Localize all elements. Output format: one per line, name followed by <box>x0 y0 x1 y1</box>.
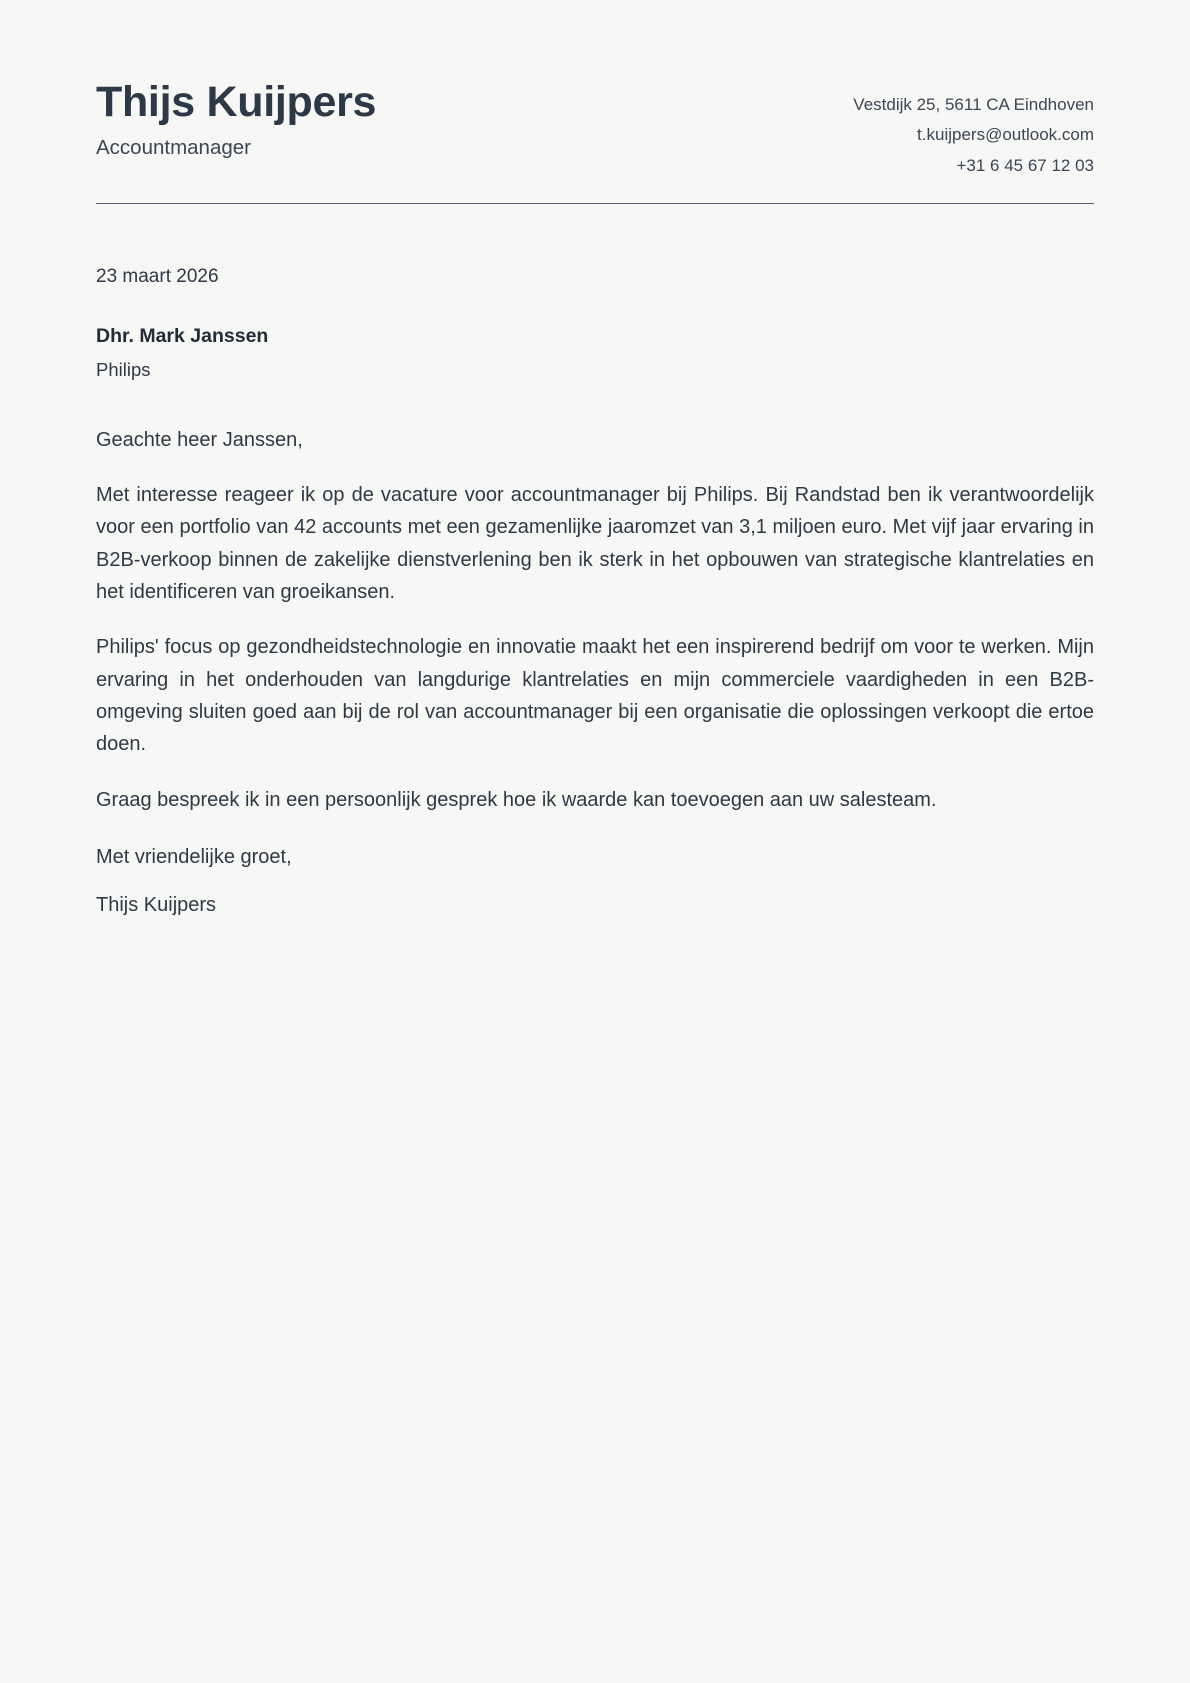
signature-name: Thijs Kuijpers <box>96 894 217 917</box>
letter-header <box>96 78 1094 204</box>
contact-phone[interactable]: +31 6 45 67 12 03 <box>956 155 1094 175</box>
body-paragraph-3: Graag bespreek ik in een persoonlijk gesprek hoe ik waarde kan toevoegen aan uw salesteam. <box>96 788 937 811</box>
contact-details <box>853 78 1094 181</box>
applicant-job-title: Accountmanager <box>96 136 251 160</box>
salutation: Geachte heer Janssen, <box>96 428 303 451</box>
recipient-name: Dhr. Mark Janssen <box>96 324 269 347</box>
letter-date: 23 maart 2026 <box>96 265 219 287</box>
applicant-name: Thijs Kuijpers <box>96 78 377 126</box>
letter-body <box>96 204 1094 918</box>
contact-address: Vestdijk 25, 5611 CA Eindhoven <box>853 95 1094 114</box>
recipient-block <box>96 325 1094 381</box>
contact-email[interactable]: t.kuijpers@outlook.com <box>917 125 1094 145</box>
body-paragraph-1: Met interesse reageer ik op de vacature voor accountmanager bij Philips. Bij Randstad ben ik verantwoordelijk voor een portfolio van 42 accounts met een gezamenlijke jaaromzet van 3,1 miljoen euro. Met vijf jaar ervaring in B2B-verkoop binnen de zakelijke dienstverlening ben ik sterk in het opbouwen van strategische klantrelaties en het identificeren van groeikansen. <box>96 483 1094 603</box>
body-paragraph-2: Philips' focus op gezondheidstechnologie en innovatie maakt het een inspirerend bedrijf om voor te werken. Mijn ervaring in het onderhouden van langdurige klantrelaties en mijn commerciele vaardigheden in een B2B-omgeving sluiten goed aan bij de rol van accountmanager bij een organisatie die oplossingen verkoopt die ertoe doen. <box>96 636 1094 756</box>
identity-block <box>96 78 376 161</box>
recipient-company: Philips <box>96 358 151 380</box>
closing-line: Met vriendelijke groet, <box>96 846 292 869</box>
